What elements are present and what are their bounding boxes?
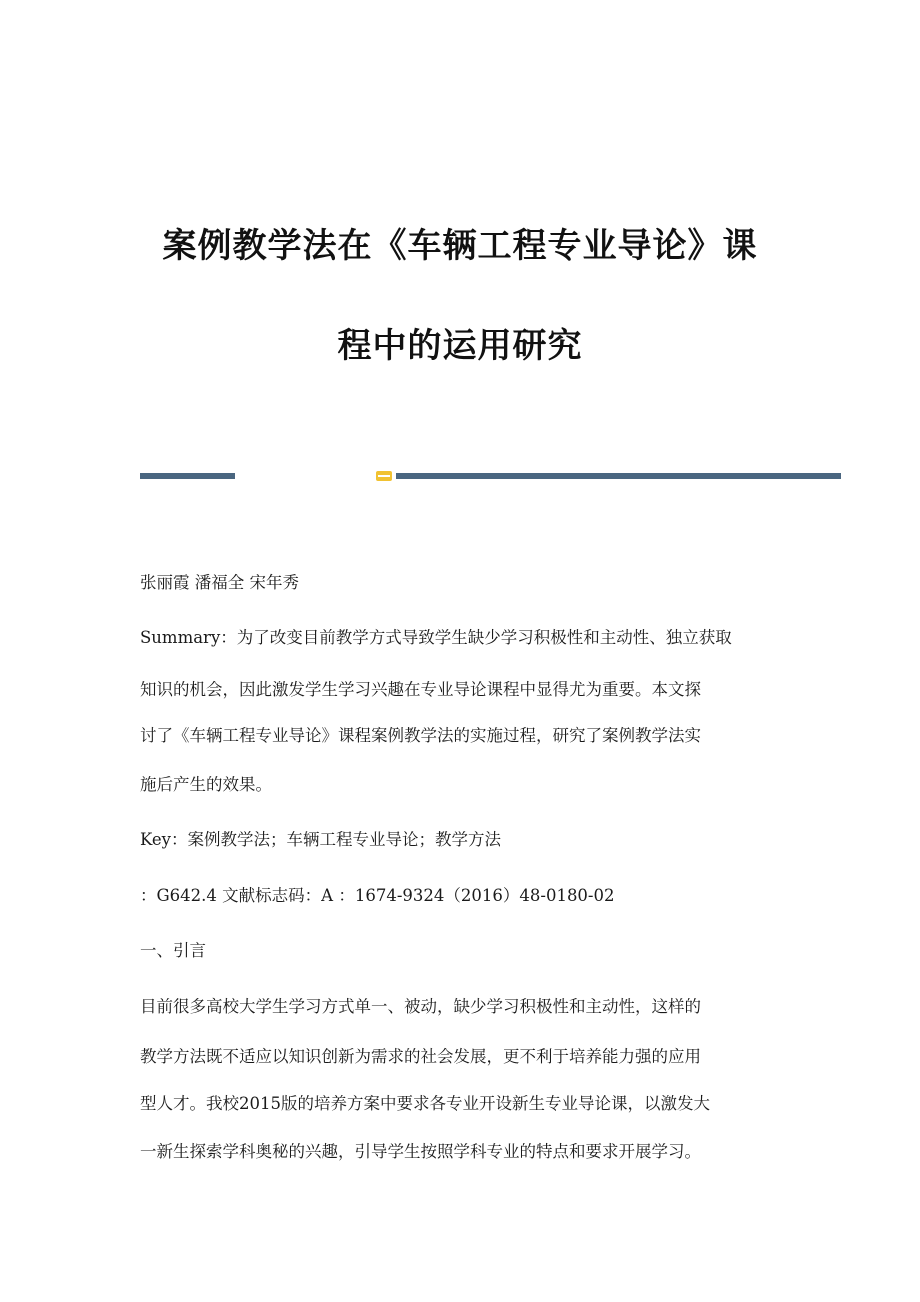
title-divider (140, 471, 841, 481)
summary-line: Summary：为了改变目前教学方式导致学生缺少学习积极性和主动性、独立获取 (140, 628, 732, 647)
document-title-line-2: 程中的运用研究 (337, 326, 583, 366)
summary-line: 施后产生的效果。 (140, 775, 272, 794)
section-heading: 一、引言 (140, 941, 206, 960)
body-line: 型人才。我校2015版的培养方案中要求各专业开设新生专业导论课，以激发大 (140, 1094, 710, 1113)
summary-line: 讨了《车辆工程专业导论》课程案例教学法的实施过程，研究了案例教学法实 (140, 726, 701, 745)
divider-bar-right (396, 473, 841, 479)
authors: 张丽霞 潘福全 宋年秀 (140, 573, 299, 592)
body-line: 一新生探索学科奥秘的兴趣，引导学生按照学科专业的特点和要求开展学习。 (140, 1142, 701, 1161)
divider-ornament-icon (376, 471, 392, 481)
keywords: Key：案例教学法；车辆工程专业导论；教学方法 (140, 830, 501, 849)
body-line: 教学方法既不适应以知识创新为需求的社会发展，更不利于培养能力强的应用 (140, 1047, 701, 1066)
body-line: 目前很多高校大学生学习方式单一、被动，缺少学习积极性和主动性，这样的 (140, 997, 701, 1016)
summary-line: 知识的机会，因此激发学生学习兴趣在专业导论课程中显得尤为重要。本文探 (140, 680, 701, 699)
classification-info: ：G642.4 文献标志码：A ：1674-9324（2016）48-0180-02 (140, 886, 615, 905)
document-title-line-1: 案例教学法在《车辆工程专业导论》课 (162, 226, 758, 266)
divider-bar-left (140, 473, 235, 479)
